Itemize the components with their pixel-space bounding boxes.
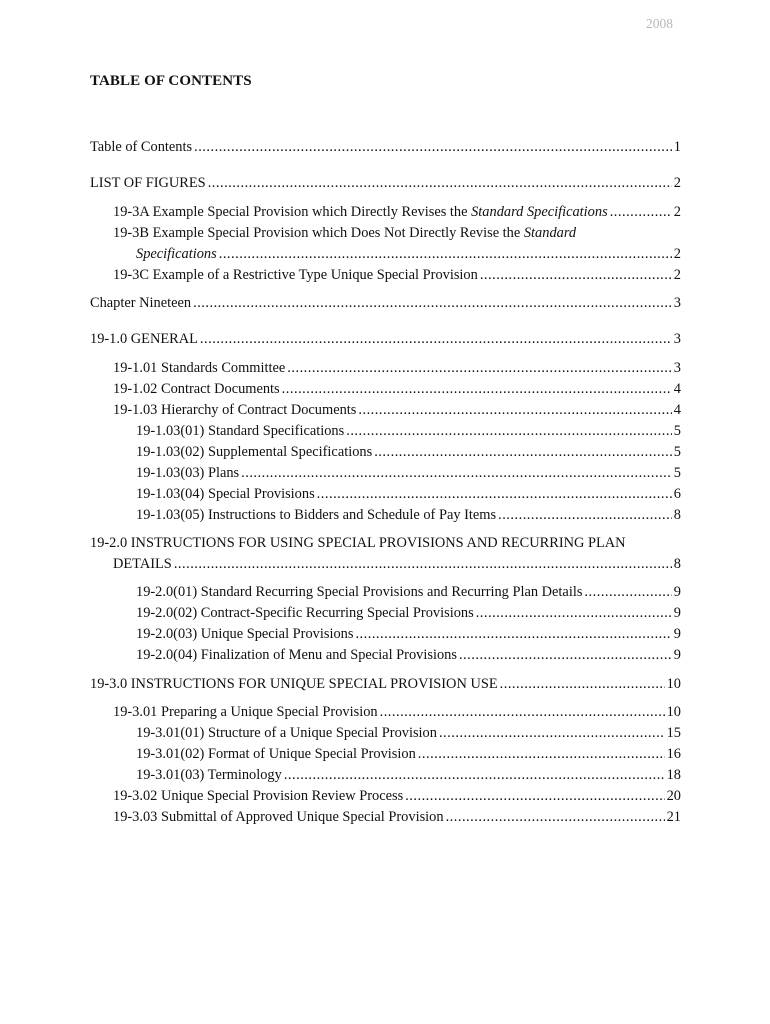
toc-entry-title: 19-1.03(03) Plans [136,465,240,481]
dot-leader [355,624,671,645]
toc-entry[interactable] [113,400,681,421]
dot-leader [418,744,665,765]
toc-entry[interactable] [113,786,681,807]
dot-leader [287,358,672,379]
toc-entry-page: 1 [673,139,681,155]
dot-leader [317,484,672,505]
toc-entry-title: Chapter Nineteen [90,295,192,311]
toc-entry-page: 10 [666,676,681,692]
dot-leader [584,582,671,603]
toc-entry-page: 16 [666,746,681,762]
dot-leader [219,244,672,265]
toc-entry-page: 4 [673,381,681,397]
toc-entry-page: 15 [666,725,681,741]
toc-entry[interactable] [90,329,681,350]
toc-entry[interactable] [90,173,681,194]
toc-entry-page: 8 [673,507,681,523]
toc-entry-title: 19-2.0 INSTRUCTIONS FOR USING SPECIAL PROVISIONS AND RECURRING PLAN [90,535,626,551]
toc-entry[interactable] [136,582,681,603]
toc-entry-page: 2 [673,246,681,262]
toc-entry-title: 19-1.03(04) Special Provisions [136,486,315,502]
toc-entry[interactable] [113,807,681,828]
toc-entry-page: 21 [666,809,681,825]
toc-entry-page: 18 [666,767,681,783]
toc-entry[interactable] [136,723,681,744]
toc-entry-page: 6 [673,486,681,502]
dot-leader [358,400,671,421]
toc-entry[interactable] [113,265,681,286]
toc-entry[interactable] [90,533,681,575]
toc-entry-title: 19-3.01(03) Terminology [136,767,282,783]
dot-leader [446,807,665,828]
header-year: 2008 [646,16,673,31]
toc-entry-title: 19-1.03(05) Instructions to Bidders and Schedule of Pay Items [136,507,497,523]
toc-entry[interactable] [113,358,681,379]
toc-entry-page: 2 [673,175,681,191]
toc-entry-title: 19-3.03 Submittal of Approved Unique Special Provision [113,809,444,825]
toc-entry-page: 3 [673,331,681,347]
toc-entry-page: 10 [666,704,681,720]
toc-entry-page: 9 [673,626,681,642]
dot-leader [208,173,672,194]
toc-entry-page: 9 [673,605,681,621]
toc-entry-page: 9 [673,584,681,600]
toc-entry-page: 8 [673,556,681,572]
toc-entry[interactable] [136,442,681,463]
toc-entry-page: 5 [673,444,681,460]
dot-leader [459,645,672,666]
toc-entry[interactable] [136,765,681,786]
dot-leader [174,554,672,575]
toc-entry[interactable] [136,603,681,624]
dot-leader [476,603,672,624]
dot-leader [282,379,672,400]
toc-entry[interactable] [136,645,681,666]
toc-entry-title: 19-2.0(03) Unique Special Provisions [136,626,354,642]
dot-leader [241,463,672,484]
dot-leader [610,202,672,223]
toc-entry-title: 19-3.0 INSTRUCTIONS FOR UNIQUE SPECIAL PROVISION USE [90,676,498,692]
dot-leader [346,421,672,442]
dot-leader [498,505,672,526]
toc-entry[interactable] [113,223,681,265]
dot-leader [500,674,665,695]
toc-entry[interactable] [90,293,681,314]
toc-entry-page: 5 [673,465,681,481]
toc-entry[interactable] [113,202,681,223]
toc-entry-title: 19-3C Example of a Restrictive Type Unique Special Provision [113,267,478,283]
toc-entry[interactable] [136,744,681,765]
toc-entry-page: 3 [673,295,681,311]
toc-entry-title: LIST OF FIGURES [90,175,206,191]
toc-entry[interactable] [136,484,681,505]
toc-entry[interactable] [136,505,681,526]
toc-entry-title: 19-2.0(02) Contract-Specific Recurring Special Provisions [136,605,474,621]
toc-heading: TABLE OF CONTENTS [90,73,252,89]
dot-leader [374,442,672,463]
toc-entry-page: 3 [673,360,681,376]
toc-entry-title: 19-1.02 Contract Documents [113,381,280,397]
dot-leader [193,293,672,314]
toc-entry-title: 19-3.02 Unique Special Provision Review Process [113,788,404,804]
toc-entry-title: 19-3.01(02) Format of Unique Special Provision [136,746,416,762]
toc-entry[interactable] [136,421,681,442]
dot-leader [200,329,672,350]
toc-entry-page: 9 [673,647,681,663]
dot-leader [439,723,665,744]
toc-entry-title: Table of Contents [90,139,193,155]
toc-entry-title-continued: DETAILS [113,556,172,572]
toc-entry-title: 19-3.01 Preparing a Unique Special Provision [113,704,378,720]
toc-entry-title: 19-3A Example Special Provision which Directly Revises the Standard Specifications [113,204,608,220]
toc-entry-page: 5 [673,423,681,439]
toc-entry[interactable] [90,674,681,695]
toc-entry-page: 4 [673,402,681,418]
dot-leader [380,702,665,723]
toc-entry-page: 20 [666,788,681,804]
toc-entry-page: 2 [673,204,681,220]
toc-entry[interactable] [136,463,681,484]
toc-entry-title: 19-3.01(01) Structure of a Unique Special Provision [136,725,437,741]
toc-entry-title: 19-1.01 Standards Committee [113,360,286,376]
toc-entry[interactable] [113,702,681,723]
dot-leader [194,137,672,158]
toc-entry-title-continued: Specifications [136,246,217,262]
dot-leader [284,765,665,786]
toc-entry-title: 19-2.0(01) Standard Recurring Special Provisions and Recurring Plan Details [136,584,583,600]
toc-entry-title: 19-1.03 Hierarchy of Contract Documents [113,402,357,418]
toc-entry[interactable] [90,137,681,158]
toc-entry-title: 19-2.0(04) Finalization of Menu and Special Provisions [136,647,457,663]
dot-leader [405,786,664,807]
toc-entry-title: 19-1.0 GENERAL [90,331,198,347]
toc-entry[interactable] [136,624,681,645]
toc-entry-title: 19-1.03(01) Standard Specifications [136,423,345,439]
dot-leader [480,265,672,286]
toc-entry-title: 19-3B Example Special Provision which Does Not Directly Revise the Standard [113,225,577,241]
toc-entry-page: 2 [673,267,681,283]
toc-entry[interactable] [113,379,681,400]
toc-entry-title: 19-1.03(02) Supplemental Specifications [136,444,373,460]
